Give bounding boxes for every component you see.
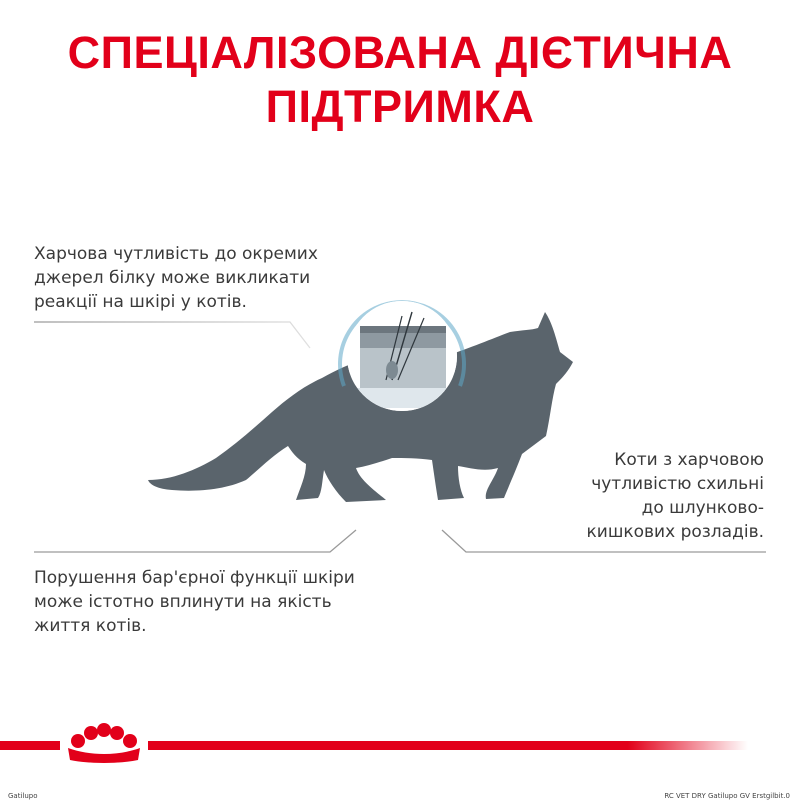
title-line-2: ПІДТРИМКА	[265, 81, 535, 132]
callout-digestive	[587, 448, 765, 544]
callout-line-text: чутливістю схильні	[591, 474, 764, 494]
callout-line-text: Коти з харчовою	[614, 450, 764, 470]
callout-line-text: кишкових розладів.	[586, 522, 764, 542]
callout-line-text: Порушення бар'єрної функції шкіри	[34, 568, 355, 588]
callout-line-text: може істотно вплинути на якість	[34, 592, 332, 612]
callout-line-barrier	[34, 530, 356, 552]
callout-line-text: до шлунково-	[641, 498, 764, 518]
callout-line-text: Харчова чутливість до окремих	[34, 244, 318, 264]
footer-band	[0, 741, 748, 750]
title-line-1: СПЕЦІАЛІЗОВАНА ДІЄТИЧНА	[67, 27, 733, 78]
footnote-right: RC VET DRY Gatilupo GV Erstgilbit.0	[664, 792, 790, 800]
royal-canin-crown-icon	[68, 723, 140, 763]
callout-skin-reaction	[34, 242, 318, 314]
callout-line-text: реакції на шкірі у котів.	[34, 292, 247, 312]
callout-skin-barrier	[34, 566, 355, 638]
footnote-left: Gatilupo	[8, 792, 38, 800]
callout-line-skin	[34, 322, 310, 348]
callout-line-text: життя котів.	[34, 616, 147, 636]
callout-line-text: джерел білку може викликати	[34, 268, 311, 288]
